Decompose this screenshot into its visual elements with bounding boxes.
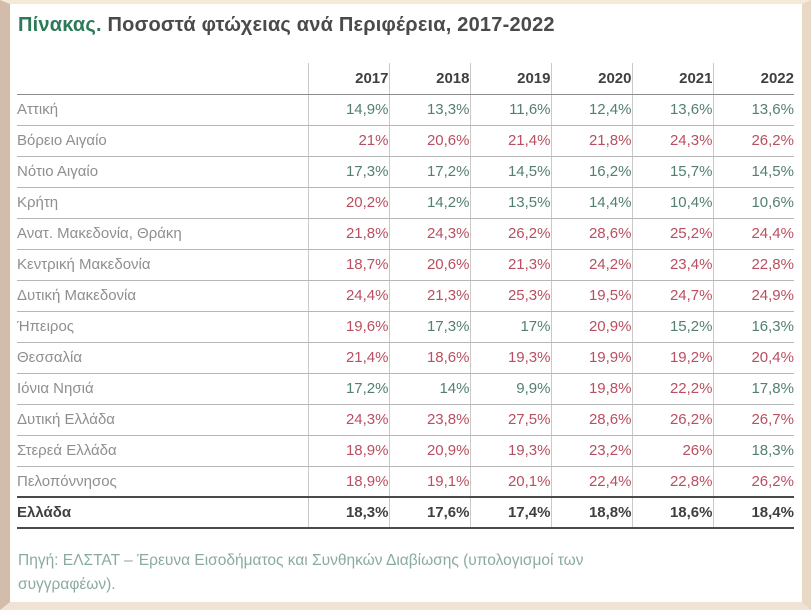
table-row <box>17 125 794 156</box>
table-total-row <box>17 497 794 528</box>
year-column-header: 2020 <box>551 63 632 94</box>
table-footer <box>17 497 794 528</box>
value-cell: 23,2% <box>551 435 632 466</box>
total-region-cell: Ελλάδα <box>17 497 308 528</box>
value-cell: 20,6% <box>389 249 470 280</box>
value-cell: 21,8% <box>308 218 389 249</box>
value-cell: 20,9% <box>551 311 632 342</box>
value-cell: 24,3% <box>308 404 389 435</box>
total-value-cell: 17,4% <box>470 497 551 528</box>
value-cell: 17% <box>470 311 551 342</box>
value-cell: 17,3% <box>308 156 389 187</box>
value-cell: 26,2% <box>713 466 794 497</box>
value-cell: 14,2% <box>389 187 470 218</box>
value-cell: 17,8% <box>713 373 794 404</box>
table-header-row <box>17 63 794 94</box>
total-value-cell: 18,4% <box>713 497 794 528</box>
value-cell: 14,5% <box>713 156 794 187</box>
table-row <box>17 187 794 218</box>
value-cell: 27,5% <box>470 404 551 435</box>
region-name-cell: Ανατ. Μακεδονία, Θράκη <box>17 218 308 249</box>
region-name-cell: Αττική <box>17 94 308 125</box>
value-cell: 21% <box>308 125 389 156</box>
year-column-header: 2019 <box>470 63 551 94</box>
region-name-cell: Θεσσαλία <box>17 342 308 373</box>
region-name-cell: Βόρειο Αιγαίο <box>17 125 308 156</box>
year-column-header: 2022 <box>713 63 794 94</box>
year-column-header: 2017 <box>308 63 389 94</box>
value-cell: 13,6% <box>632 94 713 125</box>
region-name-cell: Κρήτη <box>17 187 308 218</box>
value-cell: 10,6% <box>713 187 794 218</box>
value-cell: 19,3% <box>470 342 551 373</box>
value-cell: 28,6% <box>551 218 632 249</box>
value-cell: 20,1% <box>470 466 551 497</box>
table-row <box>17 311 794 342</box>
value-cell: 19,1% <box>389 466 470 497</box>
value-cell: 19,6% <box>308 311 389 342</box>
value-cell: 25,2% <box>632 218 713 249</box>
value-cell: 16,3% <box>713 311 794 342</box>
table-row <box>17 249 794 280</box>
value-cell: 25,3% <box>470 280 551 311</box>
value-cell: 21,8% <box>551 125 632 156</box>
total-value-cell: 18,6% <box>632 497 713 528</box>
value-cell: 10,4% <box>632 187 713 218</box>
value-cell: 23,4% <box>632 249 713 280</box>
table-body <box>17 94 794 497</box>
value-cell: 17,3% <box>389 311 470 342</box>
value-cell: 20,2% <box>308 187 389 218</box>
value-cell: 18,9% <box>308 466 389 497</box>
table-header <box>17 63 794 94</box>
value-cell: 26% <box>632 435 713 466</box>
region-name-cell: Στερεά Ελλάδα <box>17 435 308 466</box>
value-cell: 18,3% <box>713 435 794 466</box>
poverty-table <box>17 63 794 529</box>
value-cell: 26,2% <box>632 404 713 435</box>
table-row <box>17 373 794 404</box>
value-cell: 21,4% <box>308 342 389 373</box>
value-cell: 18,6% <box>389 342 470 373</box>
value-cell: 13,5% <box>470 187 551 218</box>
table-row <box>17 280 794 311</box>
value-cell: 9,9% <box>470 373 551 404</box>
value-cell: 15,7% <box>632 156 713 187</box>
value-cell: 13,3% <box>389 94 470 125</box>
value-cell: 19,2% <box>632 342 713 373</box>
region-name-cell: Πελοπόννησος <box>17 466 308 497</box>
value-cell: 13,6% <box>713 94 794 125</box>
value-cell: 17,2% <box>389 156 470 187</box>
table-row <box>17 156 794 187</box>
value-cell: 28,6% <box>551 404 632 435</box>
value-cell: 26,7% <box>713 404 794 435</box>
value-cell: 19,8% <box>551 373 632 404</box>
value-cell: 19,9% <box>551 342 632 373</box>
table-row <box>17 94 794 125</box>
region-name-cell: Ιόνια Νησιά <box>17 373 308 404</box>
region-name-cell: Νότιο Αιγαίο <box>17 156 308 187</box>
value-cell: 24,3% <box>632 125 713 156</box>
region-name-cell: Κεντρική Μακεδονία <box>17 249 308 280</box>
region-name-cell: Δυτική Μακεδονία <box>17 280 308 311</box>
value-cell: 24,3% <box>389 218 470 249</box>
value-cell: 22,2% <box>632 373 713 404</box>
value-cell: 20,9% <box>389 435 470 466</box>
value-cell: 26,2% <box>470 218 551 249</box>
value-cell: 16,2% <box>551 156 632 187</box>
value-cell: 24,9% <box>713 280 794 311</box>
value-cell: 11,6% <box>470 94 551 125</box>
page-title <box>18 14 802 37</box>
value-cell: 24,2% <box>551 249 632 280</box>
total-value-cell: 18,8% <box>551 497 632 528</box>
year-column-header: 2021 <box>632 63 713 94</box>
region-name-cell: Δυτική Ελλάδα <box>17 404 308 435</box>
value-cell: 23,8% <box>389 404 470 435</box>
value-cell: 17,2% <box>308 373 389 404</box>
value-cell: 15,2% <box>632 311 713 342</box>
value-cell: 24,4% <box>308 280 389 311</box>
region-column-header <box>17 63 308 94</box>
value-cell: 21,3% <box>470 249 551 280</box>
value-cell: 22,4% <box>551 466 632 497</box>
value-cell: 14,9% <box>308 94 389 125</box>
value-cell: 18,7% <box>308 249 389 280</box>
value-cell: 21,4% <box>470 125 551 156</box>
value-cell: 19,3% <box>470 435 551 466</box>
value-cell: 24,7% <box>632 280 713 311</box>
value-cell: 14,4% <box>551 187 632 218</box>
value-cell: 18,9% <box>308 435 389 466</box>
table-row <box>17 435 794 466</box>
region-name-cell: Ήπειρος <box>17 311 308 342</box>
value-cell: 22,8% <box>632 466 713 497</box>
value-cell: 14% <box>389 373 470 404</box>
table-row <box>17 218 794 249</box>
table-row <box>17 342 794 373</box>
value-cell: 14,5% <box>470 156 551 187</box>
value-cell: 21,3% <box>389 280 470 311</box>
value-cell: 20,6% <box>389 125 470 156</box>
value-cell: 20,4% <box>713 342 794 373</box>
value-cell: 22,8% <box>713 249 794 280</box>
value-cell: 12,4% <box>551 94 632 125</box>
value-cell: 19,5% <box>551 280 632 311</box>
value-cell: 24,4% <box>713 218 794 249</box>
year-column-header: 2018 <box>389 63 470 94</box>
source-note: Πηγή: ΕΛΣΤΑΤ – Έρευνα Εισοδήματος και Συνθηκών Διαβίωσης (υπολογισμοί των συγγραφέων). <box>18 552 584 594</box>
page-title-prefix: Πίνακας. <box>18 14 102 36</box>
total-value-cell: 18,3% <box>308 497 389 528</box>
table-row <box>17 466 794 497</box>
table-row <box>17 404 794 435</box>
value-cell: 26,2% <box>713 125 794 156</box>
page-title-text: Ποσοστά φτώχειας ανά Περιφέρεια, 2017-2022 <box>101 14 555 36</box>
total-value-cell: 17,6% <box>389 497 470 528</box>
